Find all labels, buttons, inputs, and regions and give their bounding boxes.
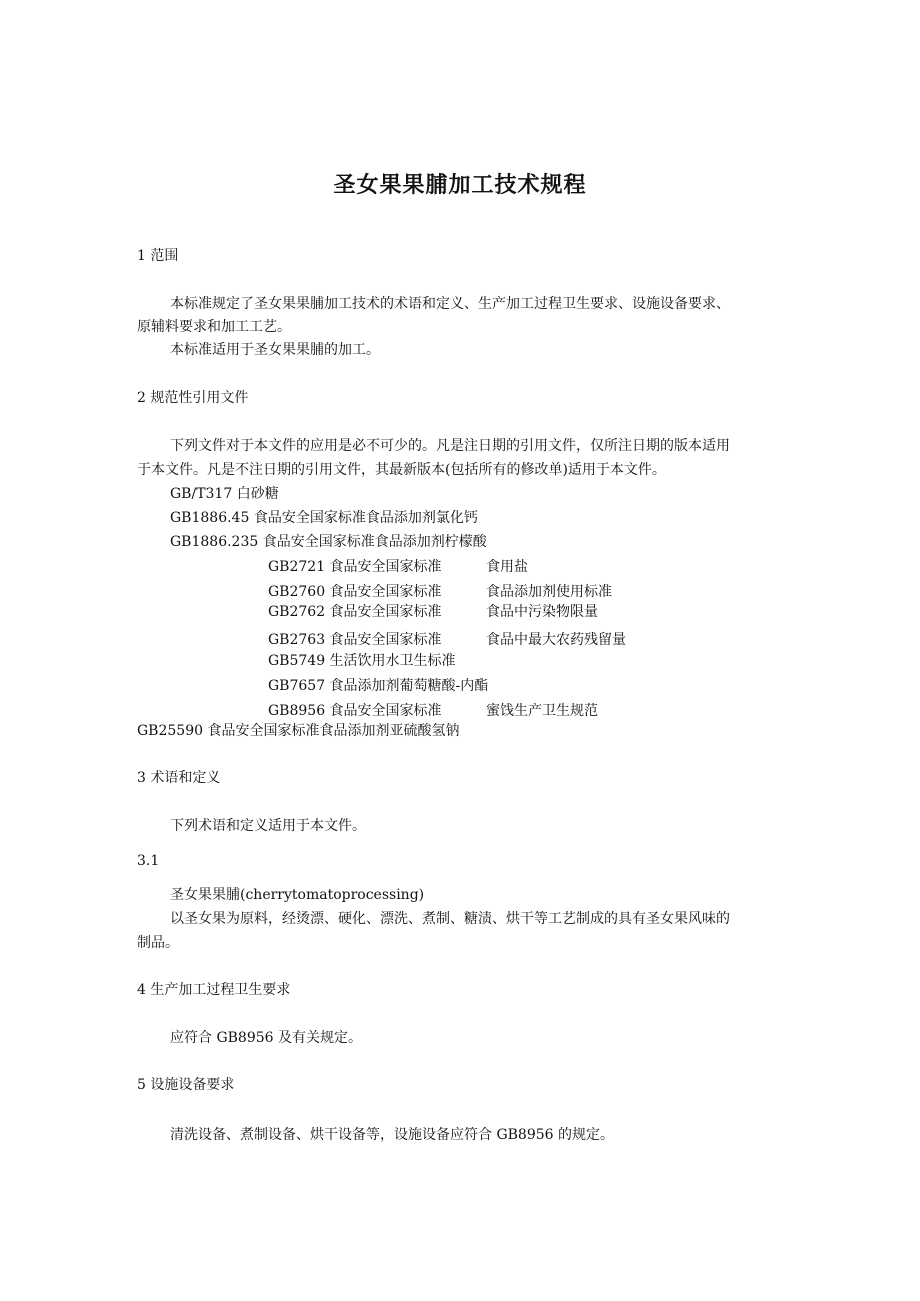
section-4-paragraph: 应符合 GB8956 及有关规定。 — [170, 1030, 363, 1046]
reference-item: GB5749 生活饮用水卫生标准 — [268, 653, 456, 669]
reference-item: GB8956 食品安全国家标准 — [268, 703, 442, 719]
term-name: 圣女果果脯(cherrytomatoprocessing) — [170, 887, 425, 903]
section-1-heading: 1 范围 — [137, 248, 179, 264]
reference-item: GB/T317 白砂糖 — [170, 486, 279, 502]
reference-item-title: 食品中污染物限量 — [486, 604, 598, 620]
reference-item-title: 食品添加剂使用标准 — [486, 584, 612, 600]
section-2-heading: 2 规范性引用文件 — [137, 390, 249, 406]
section-2-paragraph-line: 下列文件对于本文件的应用是必不可少的。凡是注日期的引用文件，仅所注日期的版本适用 — [170, 438, 730, 454]
term-definition-line: 制品。 — [137, 935, 179, 951]
reference-item: GB2762 食品安全国家标准 — [268, 604, 442, 620]
reference-item: GB25590 食品安全国家标准食品添加剂亚硫酸氢钠 — [137, 723, 460, 739]
reference-item-title: 蜜饯生产卫生规范 — [486, 703, 598, 719]
section-1-paragraph: 本标准适用于圣女果果脯的加工。 — [170, 342, 380, 358]
section-3-1-number: 3.1 — [137, 853, 160, 869]
term-definition-line: 以圣女果为原料，经烫漂、硬化、漂洗、煮制、糖渍、烘干等工艺制成的具有圣女果风味的 — [170, 911, 730, 927]
section-1-paragraph-line: 本标准规定了圣女果果脯加工技术的术语和定义、生产加工过程卫生要求、设施设备要求、 — [170, 296, 730, 312]
page-title: 圣女果果脯加工技术规程 — [333, 173, 587, 198]
reference-item: GB2760 食品安全国家标准 — [268, 584, 442, 600]
reference-item: GB1886.45 食品安全国家标准食品添加剂氯化钙 — [170, 510, 478, 526]
section-5-heading: 5 设施设备要求 — [137, 1077, 235, 1093]
reference-item: GB2763 食品安全国家标准 — [268, 632, 442, 648]
reference-item-title: 食品中最大农药残留量 — [486, 632, 626, 648]
reference-item: GB1886.235 食品安全国家标准食品添加剂柠檬酸 — [170, 534, 487, 550]
section-2-paragraph-line: 于本文件。凡是不注日期的引用文件，其最新版本(包括所有的修改单)适用于本文件。 — [137, 462, 666, 478]
section-3-paragraph: 下列术语和定义适用于本文件。 — [170, 818, 366, 834]
reference-item: GB7657 食品添加剂葡萄糖酸-内酯 — [268, 678, 489, 694]
section-3-heading: 3 术语和定义 — [137, 770, 221, 786]
section-1-paragraph-line: 原辅料要求和加工工艺。 — [137, 319, 291, 335]
reference-item: GB2721 食品安全国家标准 — [268, 559, 442, 575]
reference-item-title: 食用盐 — [486, 559, 528, 575]
section-4-heading: 4 生产加工过程卫生要求 — [137, 982, 291, 998]
section-5-paragraph: 清洗设备、煮制设备、烘干设备等，设施设备应符合 GB8956 的规定。 — [170, 1127, 614, 1143]
